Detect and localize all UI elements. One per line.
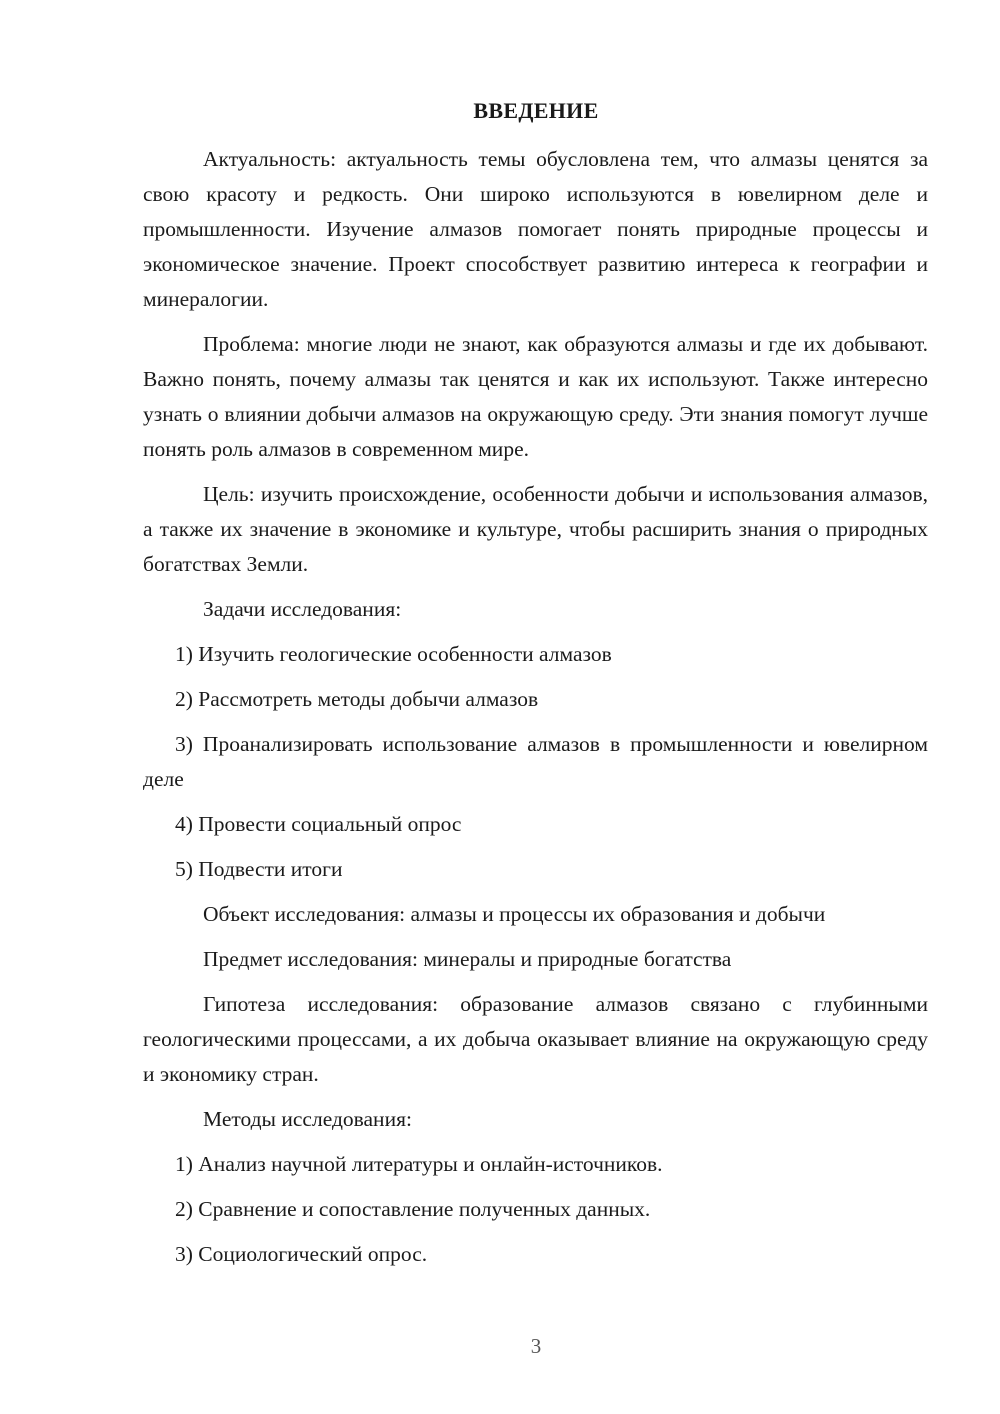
research-hypothesis: Гипотеза исследования: образование алмазов связано с глубинными геологическими процессами, а их добыча оказывает влияние на окружающую среду и экономику стран. <box>143 992 928 1086</box>
task-item: 1) Изучить геологические особенности алмазов <box>175 642 612 666</box>
task-item: 4) Провести социальный опрос <box>175 812 462 836</box>
research-subject: Предмет исследования: минералы и природные богатства <box>203 947 732 971</box>
paragraph-relevance: Актуальность: актуальность темы обусловлена тем, что алмазы ценятся за свою красоту и редкость. Они широко используются в ювелирном деле и промышленности. Изучение алмазов помогает понять природные процессы и экономическое значение. Проект способствует развитию интереса к географии и минералогии. <box>143 147 928 311</box>
method-item: 2) Сравнение и сопоставление полученных данных. <box>175 1197 651 1221</box>
task-item: 5) Подвести итоги <box>175 857 343 881</box>
document-body <box>143 142 928 1282</box>
tasks-heading: Задачи исследования: <box>203 597 402 621</box>
paragraph-goal: Цель: изучить происхождение, особенности добычи и использования алмазов, а также их значение в экономике и культуре, чтобы расширить знания о природных богатствах Земли. <box>143 482 928 576</box>
page-number: 3 <box>530 1334 542 1358</box>
task-item: 3) Проанализировать использование алмазов в промышленности и ювелирном деле <box>143 732 928 791</box>
research-object: Объект исследования: алмазы и процессы их образования и добычи <box>203 902 826 926</box>
task-item: 2) Рассмотреть методы добычи алмазов <box>175 687 539 711</box>
methods-heading: Методы исследования: <box>203 1107 412 1131</box>
paragraph-problem: Проблема: многие люди не знают, как образуются алмазы и где их добывают. Важно понять, почему алмазы так ценятся и как их используют. Также интересно узнать о влиянии добычи алмазов на окружающую среду. Эти знания помогут лучше понять роль алмазов в современном мире. <box>143 332 928 461</box>
method-item: 1) Анализ научной литературы и онлайн-источников. <box>175 1152 663 1176</box>
page-title: ВВЕДЕНИЕ <box>473 98 599 123</box>
method-item: 3) Социологический опрос. <box>175 1242 428 1266</box>
